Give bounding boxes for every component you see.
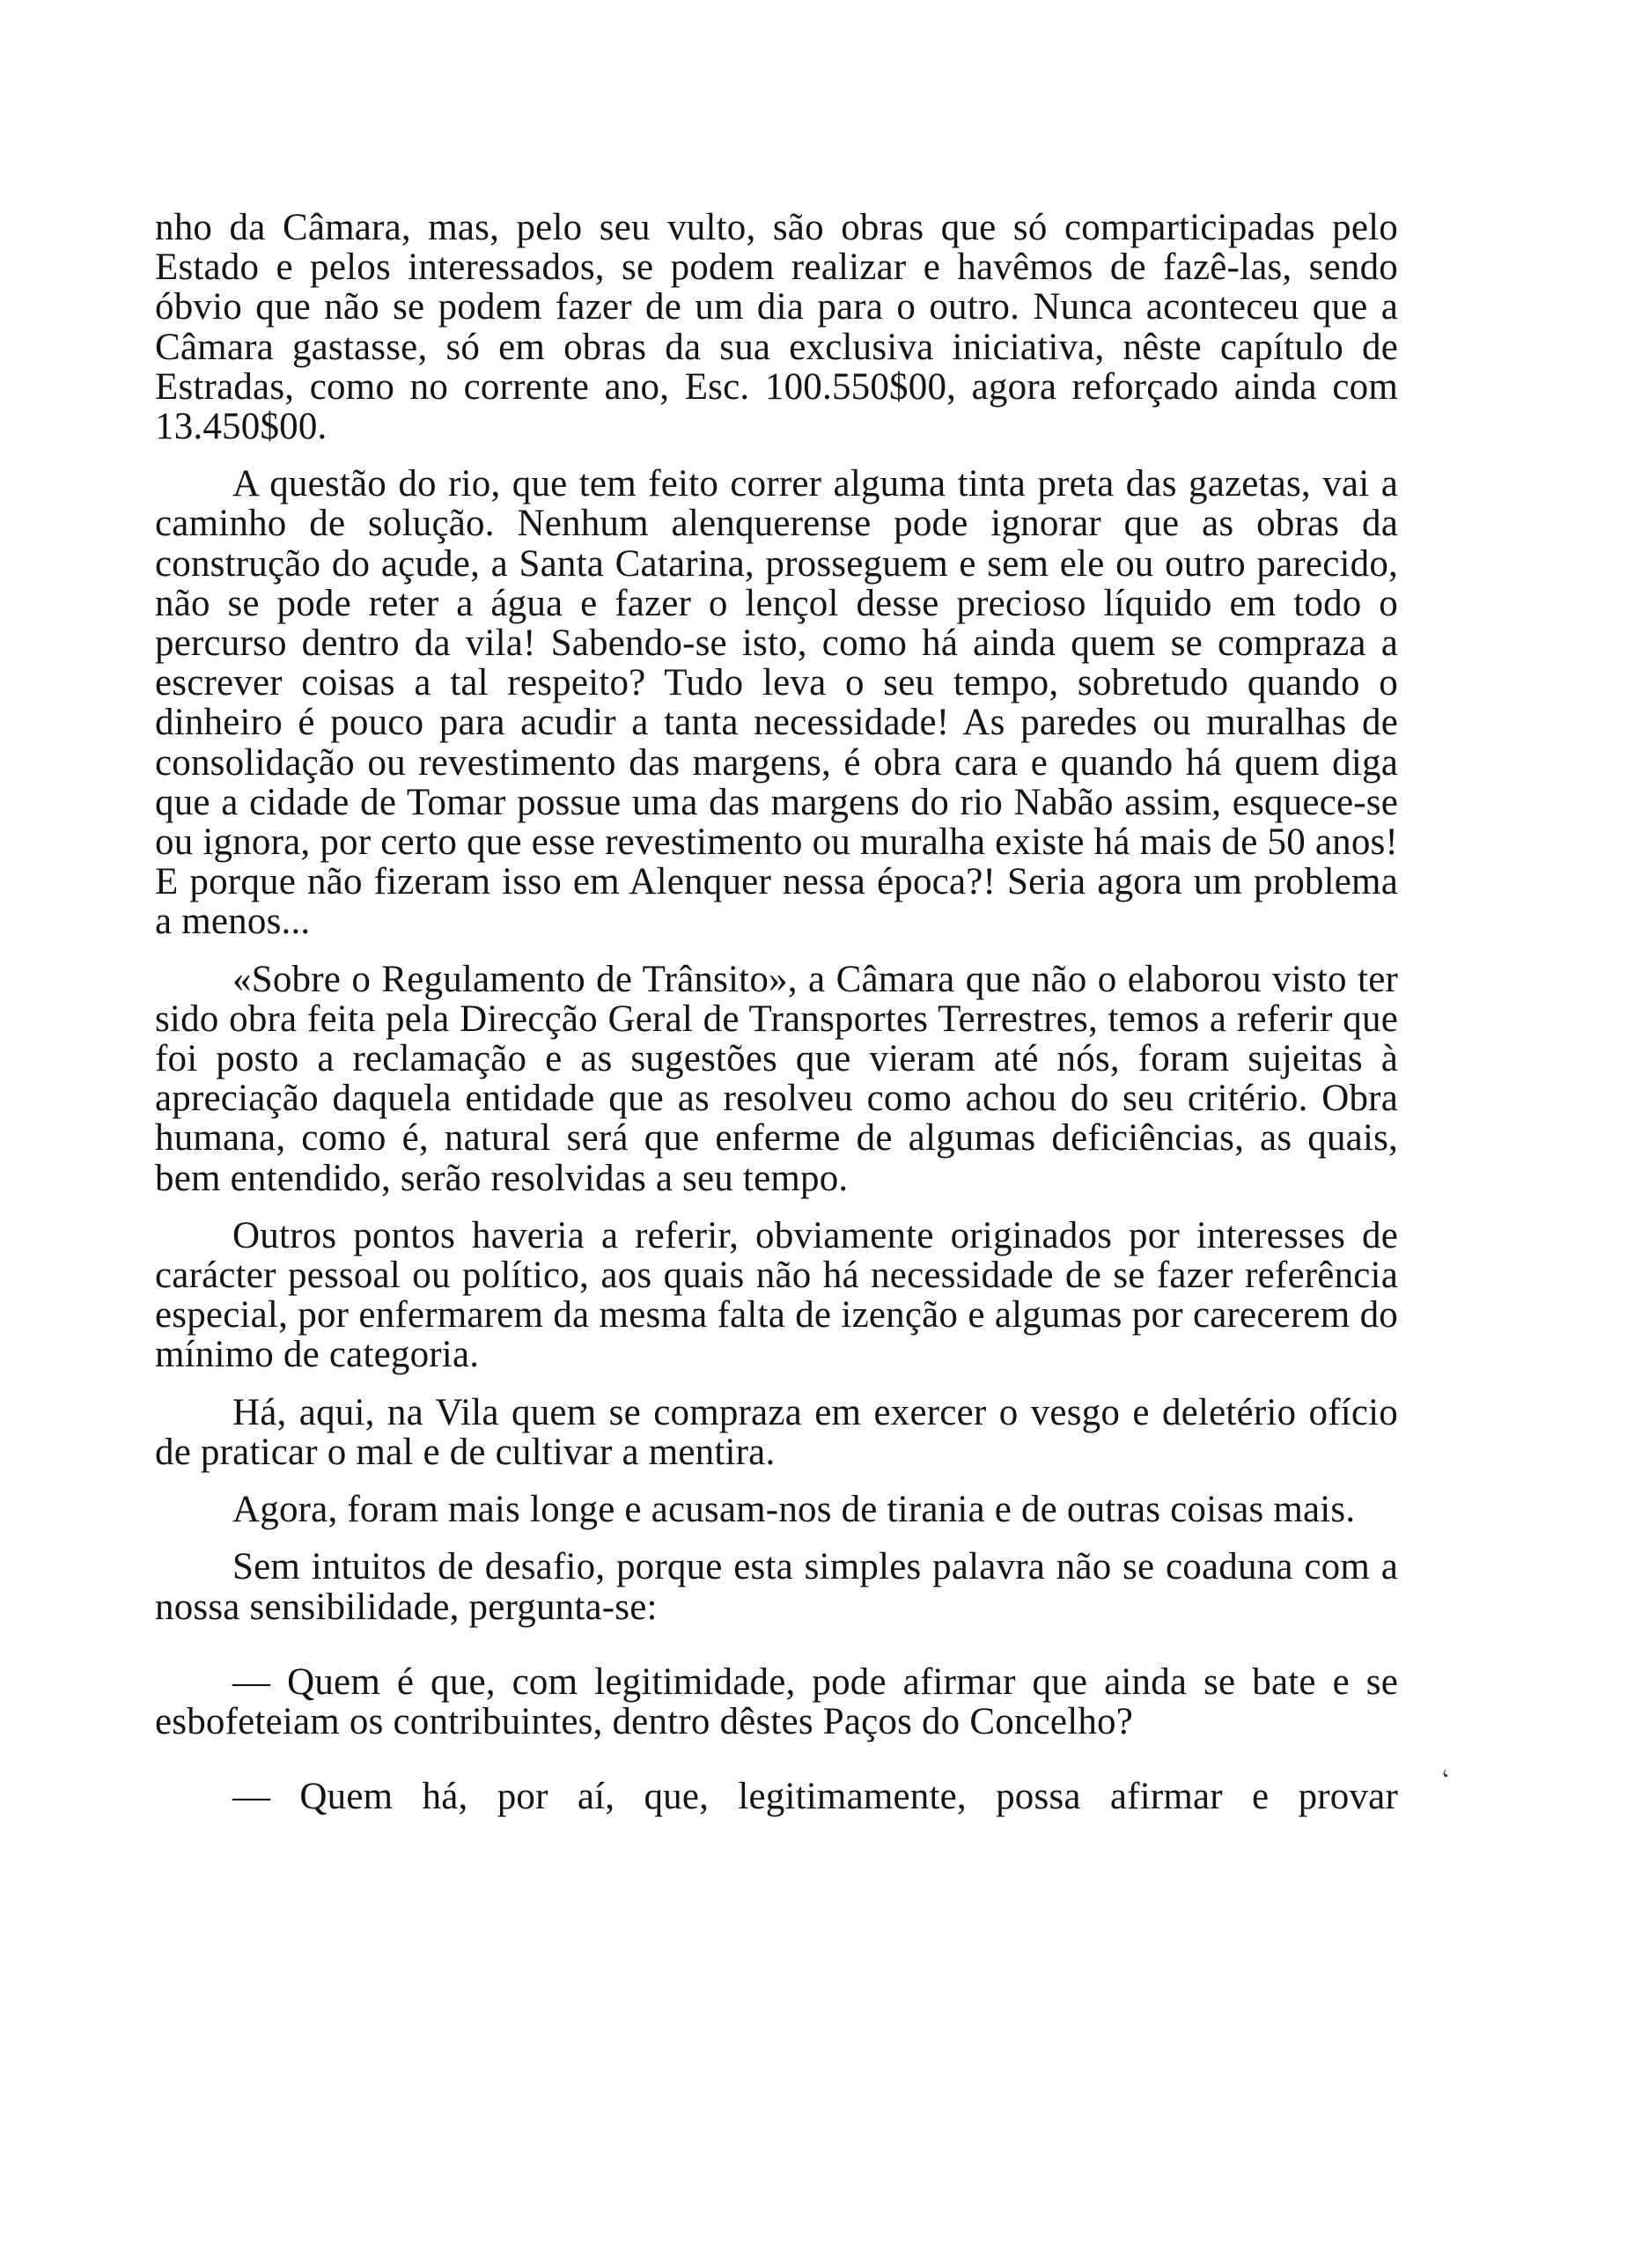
paragraph-estradas: nho da Câmara, mas, pelo seu vulto, são obras que só comparticipadas pelo Estado e pelos interessados, se podem realizar e havêmos de fazê-las, sendo óbvio que não se podem fazer de um dia para o outro. Nunca aconteceu que a Câmara gastasse, só em obras da sua exclusiva iniciativa, nêste capítulo de Estradas, como no corrente ano, Esc. 100.550$00, agora reforçado ainda com 13.450$00. [155, 207, 1398, 448]
paragraph-tirania: Agora, foram mais longe e acusam-nos de tirania e de outras coisas mais. [232, 1489, 1356, 1531]
paragraph-outros-pontos: Outros pontos haveria a referir, obviamente originados por interesses de carácter pessoal ou político, aos quais não há necessidade de se fazer referência especial, por enfermarem da mesma falta de izenção e algumas por carecerem do mínimo de categoria. [155, 1214, 1398, 1376]
paragraph-regulamento-transito: «Sobre o Regulamento de Trânsito», a Câmara que não o elaborou visto ter sido obra feita pela Direcção Geral de Transportes Terrestres, temos a referir que foi posto a reclamação e as sugestões que vieram até nós, foram sujeitas à apreciação daquela entidade que as resolveu como achou do seu critério. Obra humana, como é, natural será que enferme de algumas deficiências, as quais, bem entendido, serão resolvidas a seu tempo. [155, 958, 1398, 1199]
paragraph-question-two: — Quem há, por aí, que, legitimamente, possa afirmar e provar [232, 1776, 1398, 1818]
document-page [155, 208, 1398, 1816]
paragraph-pergunta: Sem intuitos de desafio, porque esta simples palavra não se coaduna com a nossa sensibilidade, pergunta-se: [155, 1546, 1398, 1628]
ink-mark-icon: ‘ [1437, 1764, 1460, 1794]
paragraph-question-one: — Quem é que, com legitimidade, pode afirmar que ainda se bate e se esbofeteiam os contribuintes, dentro dêstes Paços do Concelho? [155, 1660, 1398, 1742]
paragraph-questao-do-rio: A questão do rio, que tem feito correr alguma tinta preta das gazetas, vai a caminho de solução. Nenhum alenquerense pode ignorar que as obras da construção do açude, a Santa Catarina, prosseguem e sem ele ou outro parecido, não se pode reter a água e fazer o lençol desse precioso líquido em todo o percurso dentro da vila! Sabendo-se isto, como há ainda quem se compraza a escrever coisas a tal respeito? Tudo leva o seu tempo, sobretudo quando o dinheiro é pouco para acudir a tanta necessidade! As paredes ou muralhas de consolidação ou revestimento das margens, é obra cara e quando há quem diga que a cidade de Tomar possue uma das margens do rio Nabão assim, esquece-se ou ignora, por certo que esse revestimento ou muralha existe há mais de 50 anos! E porque não fizeram isso em Alenquer nessa época?! Seria agora um problema a menos... [155, 463, 1398, 943]
paragraph-vila: Há, aqui, na Vila quem se compraza em exercer o vesgo e deletério ofício de praticar o mal e de cultivar a mentira. [155, 1391, 1398, 1473]
